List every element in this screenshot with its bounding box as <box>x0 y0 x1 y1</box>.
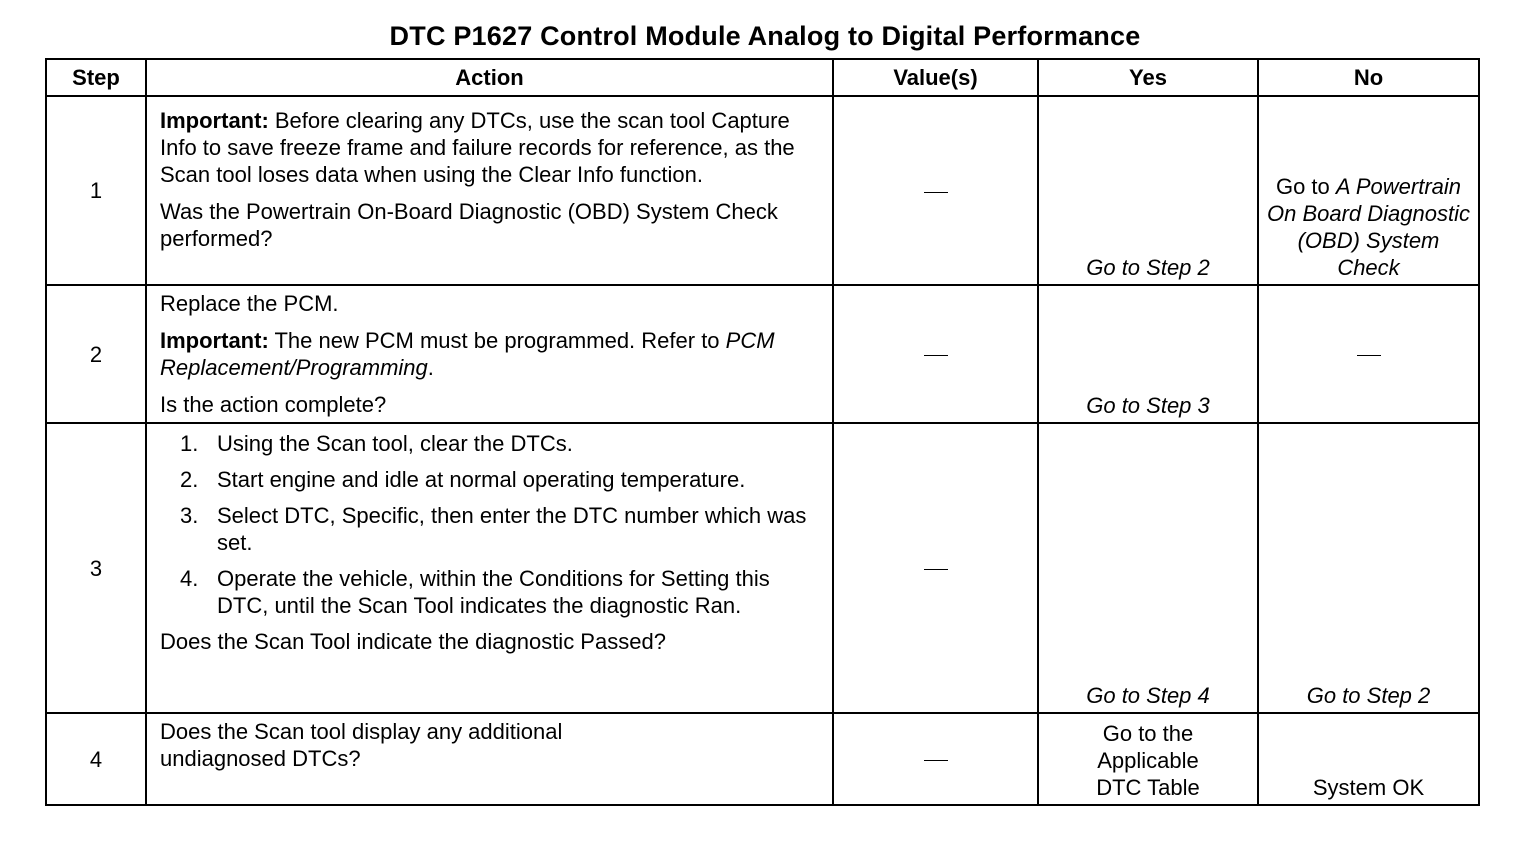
no-result-prefix: Go to <box>1275 174 1336 199</box>
step-instruction: Replace the PCM. <box>160 291 339 316</box>
step-number: 3 <box>46 423 146 713</box>
dash-mark <box>924 355 948 356</box>
no-result: Go to Step 2 <box>1306 683 1431 708</box>
yes-cell <box>1038 96 1258 285</box>
step-question: Is the action complete? <box>160 392 387 417</box>
list-item <box>160 502 818 556</box>
no-cell <box>1258 285 1479 423</box>
yes-result: Go to Step 4 <box>1086 683 1210 708</box>
substep-number: 4. <box>180 566 199 591</box>
value-cell <box>833 423 1038 713</box>
step-number: 4 <box>46 713 146 805</box>
no-result: System OK <box>1312 775 1425 800</box>
important-label: Important: <box>160 328 269 353</box>
no-cell <box>1258 423 1479 713</box>
substep-number: 2. <box>180 467 199 492</box>
step-question: Does the Scan tool display any additional undiagnosed DTCs? <box>160 719 563 771</box>
value-cell <box>833 285 1038 423</box>
no-cell <box>1258 96 1479 285</box>
action-cell <box>146 96 833 285</box>
list-item <box>160 565 818 619</box>
value-cell <box>833 713 1038 805</box>
header-step: Step <box>46 59 146 96</box>
important-text: The new PCM must be programmed. Refer to <box>268 328 726 353</box>
table-row <box>46 423 1479 713</box>
table-row <box>46 285 1479 423</box>
step-question: Does the Scan Tool indicate the diagnostic Passed? <box>160 629 666 654</box>
step-number: 2 <box>46 285 146 423</box>
substep-text: Using the Scan tool, clear the DTCs. <box>217 431 573 456</box>
important-label: Important: <box>160 108 269 133</box>
dash-mark <box>1357 355 1381 356</box>
dash-mark <box>924 192 948 193</box>
list-item <box>160 430 818 457</box>
reference-link: PCM Replacement/Programming <box>160 328 775 380</box>
important-end: . <box>427 355 434 380</box>
dash-mark <box>924 760 948 761</box>
yes-result: Go to Step 2 <box>1086 255 1210 280</box>
yes-result: Go to the Applicable DTC Table <box>1096 721 1200 800</box>
header-no: No <box>1258 59 1479 96</box>
value-cell <box>833 96 1038 285</box>
header-values: Value(s) <box>833 59 1038 96</box>
important-note <box>160 107 818 188</box>
yes-cell <box>1038 713 1258 805</box>
dtc-table <box>45 58 1480 806</box>
substep-number: 1. <box>180 431 199 456</box>
action-cell <box>146 285 833 423</box>
yes-cell <box>1038 423 1258 713</box>
action-cell <box>146 713 833 805</box>
substep-list <box>160 430 818 619</box>
substep-text: Start engine and idle at normal operating temperature. <box>217 467 746 492</box>
substep-number: 3. <box>180 503 199 528</box>
no-result-reference: A Powertrain On Board Diagnostic (OBD) System Check <box>1267 174 1470 280</box>
table-row <box>46 713 1479 805</box>
header-yes: Yes <box>1038 59 1258 96</box>
header-row <box>46 59 1479 96</box>
important-note <box>160 327 818 381</box>
substep-text: Operate the vehicle, within the Conditions for Setting this DTC, until the Scan Tool indicates the diagnostic Ran. <box>217 566 770 618</box>
table-row <box>46 96 1479 285</box>
action-cell <box>146 423 833 713</box>
step-question: Was the Powertrain On-Board Diagnostic (OBD) System Check performed? <box>160 199 778 251</box>
no-cell <box>1258 713 1479 805</box>
document-title: DTC P1627 Control Module Analog to Digital Performance <box>389 21 1141 51</box>
header-action: Action <box>146 59 833 96</box>
dash-mark <box>924 569 948 570</box>
yes-result: Go to Step 3 <box>1086 393 1210 418</box>
yes-cell <box>1038 285 1258 423</box>
step-number: 1 <box>46 96 146 285</box>
list-item <box>160 466 818 493</box>
important-text: Before clearing any DTCs, use the scan tool Capture Info to save freeze frame and failure records for reference, as the Scan tool loses data when using the Clear Info function. <box>160 108 795 187</box>
substep-text: Select DTC, Specific, then enter the DTC number which was set. <box>217 503 807 555</box>
